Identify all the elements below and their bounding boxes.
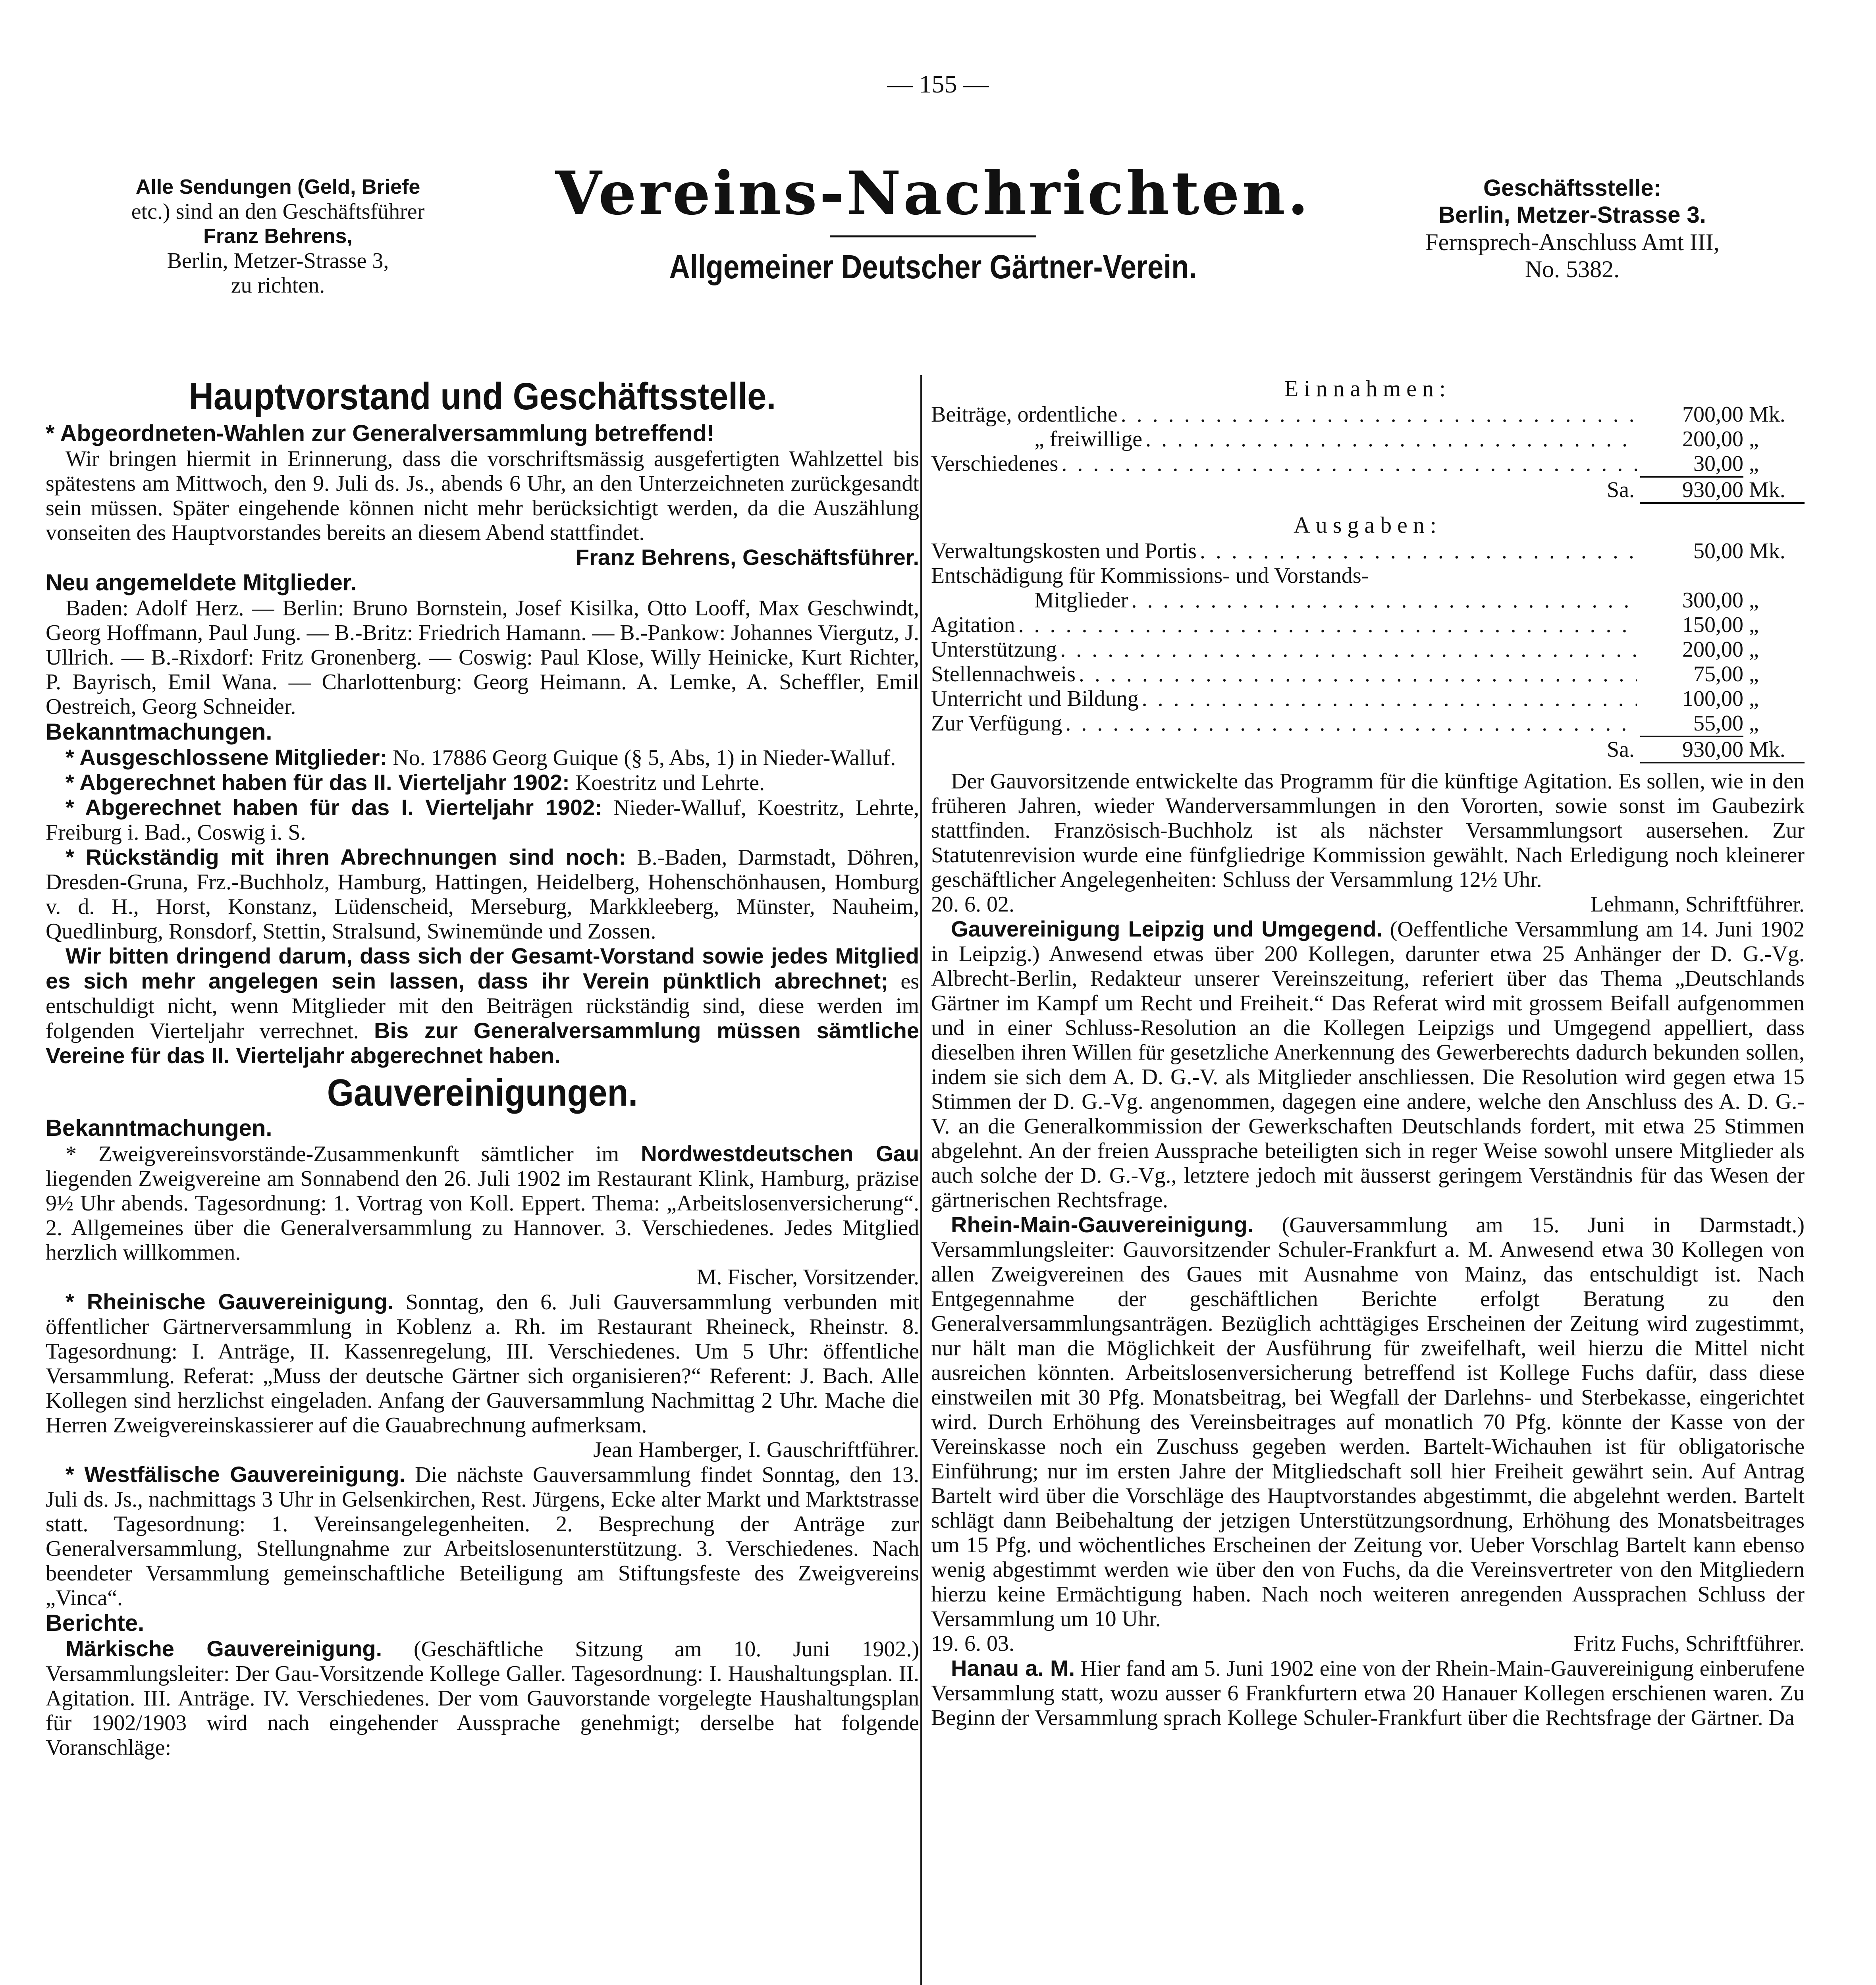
report-date: 19. 6. 03.	[931, 1631, 1014, 1656]
budget-unit: Mk.	[1749, 539, 1785, 563]
report-title: Märkische Gauvereinigung.	[66, 1636, 382, 1661]
total-unit: Mk.	[1743, 478, 1805, 504]
budget-amount: 700,00	[1682, 402, 1743, 427]
announcement-title: * Rückständig mit ihren Abrechnungen sind noch:	[66, 844, 627, 869]
announcement	[46, 795, 919, 845]
office-line: Fernsprech-Anschluss Amt III,	[1425, 229, 1720, 255]
budget-row	[931, 451, 1805, 478]
masthead	[496, 159, 1370, 286]
announcement-text: * Zweigvereinsvorstände-Zusammenkunft sämtlicher im	[66, 1142, 619, 1166]
leader-dots	[1079, 662, 1637, 686]
report-title: Hanau a. M.	[951, 1655, 1075, 1681]
budget-row	[931, 637, 1805, 662]
announcement-text: Die nächste Gauversammlung findet Sonntag, den 13. Juli ds. Js., nachmittags 3 Uhr in Gelsenkirchen, Rest. Jürgens, Ecke alter Markt und Marktstrasse statt. Tagesordnung: 1. Vereinsangelegenheiten. 2. Besprechung der Anträge zur Generalversammlung, Stellungnahme zur Arbeitslosenunterstützung. 3. Verschiedenes. Nach beendeter Versammlung gemeinschaftliche Beteiligung am Stiftungsfeste des Zweigvereins „Vinca“.	[46, 1463, 920, 1610]
announcement-title: * Rheinische Gauvereinigung.	[66, 1289, 394, 1314]
section-heading: Hauptvorstand und Geschäftsstelle.	[189, 375, 776, 418]
leader-dots	[1060, 637, 1637, 662]
report-text: (Geschäftliche Sitzung am 10. Juni 1902.) Versammlungsleiter: Der Gau-Vorsitzende Kollege Galler. Tagesordnung: I. Haushaltungsplan. II. Agitation. III. Anträge. IV. Verschiedenes. Der vom Gauvorstande vorgelegte Haushaltungsplan für 1902/1903 wird nach eingehender Aussprache genehmigt; derselbe hat folgende Voranschläge:	[46, 1637, 920, 1760]
leader-dots	[1065, 711, 1637, 736]
budget-label: Zur Verfügung	[931, 711, 1062, 736]
budget-amount: 100,00	[1682, 686, 1743, 711]
announcement	[46, 745, 919, 770]
leader-dots	[1131, 588, 1637, 613]
leader-dots	[1200, 539, 1637, 563]
right-column	[931, 375, 1805, 1730]
budget-unit: „	[1749, 588, 1759, 613]
report-text: (Oeffentliche Versammlung am 14. Juni 1902 in Leipzig.) Anwesend etwas über 200 Kollegen, darunter etwa 25 Anhänger der D. G.-Vg. Albrecht-Berlin, Redakteur unserer Vereinszeitung, referiert über das Thema „Deutschlands Gärtner im Kampf um Recht und Freiheit.“ Das Referat wird mit grossem Beifall aufgenommen und in einer Schluss-Resolution an die Kollegen Leipzigs und Umgegend appelliert, dass dieselben ihren Willen für gesetzliche Anerkennung des Gewerberechts dadurch bekunden sollen, indem sie sich dem A. D. G.-V. als Mitglieder anschliessen. Die Resolution wird gegen etwa 15 Stimmen der D. G.-Vg. angenommen, dagegen eine andere, welche den Anschluss des A. D. G.-V. an die Generalkommission der Gewerkschaften Deutschlands fordert, mit etwa 25 Stimmen abgelehnt. An der freien Aussprache beteiligten sich in reger Weise sowohl unsere Mitglieder als auch solche der D. G.-Vg., letztere jedoch mit äusserst geringem Verständnis für das Wesen der gärtnerischen Rechtsfrage.	[931, 917, 1805, 1212]
budget-amount: 50,00	[1693, 539, 1743, 563]
budget-label: Verwaltungskosten und Portis	[931, 539, 1197, 563]
report-text: (Gauversammlung am 15. Juni in Darmstadt.) Versammlungsleiter: Gauvorsitzender Schuler-Frankfurt a. M. Anwesend etwa 30 Kollegen von allen Zweigvereinen des Gaues mit Ausnahme von Mainz, das entschuldigt ist. Nach Entgegennahme der geschäftlichen Berichte erfolgt Beratung zu den Generalversammlungsanträgen. Bezüglich achttägiges Erscheinen der Zeitung wird zugestimmt, nur hält man die Möglichkeit der Ausführung für zweifelhaft, weil hierzu die Mittel nicht ausreichen könnten. Arbeitslosenversicherung betreffend ist Kollege Fuchs dafür, dass diese einstweilen mit 30 Pfg. Monatsbeitrag, bei Wegfall der Darlehns- und Sterbekasse, eingerichtet wird. Durch Erhöhung des Vereinsbeitrages auf monatlich 70 Pfg. könnte der Kasse von der Vereinskasse noch ein Zuschuss gegeben werden. Bartelt-Wichauhen ist für obligatorische Einführung; nur im ersten Jahre der Mitgliedschaft soll hier Freiheit gewährt sein. Auf Antrag Bartelt wird über die Vorschläge des Hauptvorstandes abgestimmt, die abgelehnt werden. Bartelt schlägt dann Beibehaltung der jetzigen Unterstützungsordnung, Erhöhung des Monatsbeitrages um 15 Pfg. und wöchentliches Erscheinen der Zeitung vor. Ueber Vorschlag Bartelt kann ebenso wenig abgestimmt werden wie über den von Fuchs, da die Vereinsvertreter von den Mitgliedern hierzu keine Ermächtigung haben. Nach noch weiteren anregenden Aussprachen Schluss der Versammlung um 10 Uhr.	[931, 1213, 1805, 1631]
announcement-title: * Abgerechnet haben für das I. Vierteljahr 1902:	[66, 795, 602, 820]
contact-line: Berlin, Metzer-Strasse 3,	[167, 249, 389, 273]
budget-label: „ freiwillige	[1034, 427, 1143, 451]
budget-label: Verschiedenes	[931, 451, 1059, 476]
notice-signature: Jean Hamberger, I. Gauschriftführer.	[593, 1438, 919, 1462]
budget-unit: „	[1749, 711, 1759, 736]
appeal-bold: Bis zur Generalversammlung müssen sämtliche Vereine für das II. Vierteljahr abgerechnet haben.	[46, 1018, 919, 1068]
report	[931, 1212, 1805, 1631]
budget-unit: „	[1749, 686, 1759, 711]
announcement-title: * Westfälische Gauvereinigung.	[66, 1462, 406, 1487]
report-date: 20. 6. 02.	[931, 892, 1014, 917]
announcement-text: Koestritz und Lehrte.	[575, 771, 765, 795]
masthead-subtitle: Allgemeiner Deutscher Gärtner-Verein.	[669, 248, 1197, 285]
budget-total	[931, 737, 1805, 763]
leader-dots	[1018, 613, 1637, 637]
notice-signature: M. Fischer, Vorsitzender.	[696, 1265, 919, 1289]
report	[931, 1656, 1805, 1730]
announcement-title: Nordwestdeutschen Gau	[641, 1141, 920, 1166]
leader-dots	[1121, 402, 1637, 427]
appeal-bold: Wir bitten dringend darum, dass sich der Gesamt-Vorstand sowie jedes Mitglied es sich mehr angelegen sein lassen, dass ihr Verein pünktlich abrechnet;	[46, 943, 919, 993]
appeal-text: es entschuldigt nicht, wenn Mitglieder mit den Beiträgen rückständig sind, diese werden im folgenden Vierteljahr verrechnet.	[46, 969, 919, 1043]
column-divider	[920, 375, 922, 1985]
office-line: Geschäftsstelle:	[1483, 175, 1662, 201]
leader-dots	[1145, 427, 1637, 451]
announcement-text: Nieder-Walluf, Koestritz, Lehrte, Freiburg i. Bad., Coswig i. S.	[46, 796, 920, 845]
leader-dots	[1061, 451, 1637, 476]
section-heading: Gauvereinigungen.	[327, 1072, 638, 1114]
total-unit: Mk.	[1743, 737, 1805, 763]
announcement-title: * Abgerechnet haben für das II. Vierteljahr 1902:	[66, 770, 570, 795]
budget-row	[931, 613, 1805, 637]
subsection-title: Bekanntmachungen.	[46, 1115, 272, 1141]
report-title: Rhein-Main-Gauvereinigung.	[951, 1212, 1254, 1237]
budget-label: Mitglieder	[1034, 588, 1128, 613]
budget-label: Entschädigung für Kommissions- und Vorstands-	[931, 563, 1369, 588]
appeal	[46, 944, 919, 1068]
budget-unit: Mk.	[1749, 402, 1785, 427]
total-amount: 930,00	[1640, 737, 1743, 763]
notice-text: Wir bringen hiermit in Erinnerung, dass die vorschriftsmässig ausgefertigten Wahlzettel bis spätestens am Mittwoch, den 9. Juli ds. Js., abends 6 Uhr, an den Unterzeichneten zurückgesandt sein müssen. Später eingehende können nicht mehr berücksichtigt werden, da die Auszählung vonseiten des Hauptvorstandes bereits an diesem Abend stattfindet.	[46, 447, 919, 545]
masthead-office-info	[1318, 175, 1826, 283]
budget-label: Unterstützung	[931, 637, 1057, 662]
report	[931, 917, 1805, 1212]
announcement	[46, 1141, 919, 1265]
announcement-text: liegenden Zweigvereine am Sonnabend den 26. Juli 1902 im Restaurant Klink, Hamburg, präzise 9½ Uhr abends. Tagesordnung: 1. Vortrag von Koll. Eppert. Thema: „Arbeitslosenversicherung“. 2. Allgemeines über die Generalversammlung zu Hannover. 3. Verschiedenes. Jedes Mitglied herzlich willkommen.	[46, 1166, 919, 1265]
announcement	[46, 770, 919, 795]
office-line: No. 5382.	[1525, 256, 1620, 282]
budget-amount: 300,00	[1682, 588, 1743, 613]
budget-expense-title: Ausgaben:	[1293, 512, 1442, 538]
masthead-rule	[830, 235, 1036, 237]
report-title: Gauvereinigung Leipzig und Umgegend.	[951, 916, 1383, 941]
report-signature: Fritz Fuchs, Schriftführer.	[1573, 1631, 1805, 1656]
announcement	[46, 1289, 919, 1438]
budget-row	[931, 662, 1805, 686]
notice-title: * Abgeordneten-Wahlen zur Generalversammlung betreffend!	[46, 420, 715, 446]
total-label: Sa.	[1607, 737, 1635, 762]
budget-row	[931, 711, 1805, 737]
masthead-contact-note	[48, 175, 508, 298]
announcement-text: B.-Baden, Darmstadt, Döhren, Dresden-Gruna, Frz.-Buchholz, Hamburg, Hattingen, Heidelberg, Hohenschönhausen, Homburg v. d. H., Horst, Konstanz, Lüdenscheid, Merseburg, Markkleeberg, Münster, Nauheim, Quedlinburg, Ronsdorf, Stettin, Stralsund, Swinemünde und Zossen.	[46, 845, 920, 944]
page-number: — 155 —	[887, 70, 989, 98]
budget-amount: 75,00	[1693, 662, 1743, 686]
members-list: Baden: Adolf Herz. — Berlin: Bruno Bornstein, Josef Kisilka, Otto Looff, Max Geschwindt, Georg Hoffmann, Paul Jung. — B.-Britz: Friedrich Hamann. — B.-Pankow: Johannes Viergutz, J. Ullrich. — B.-Rixdorf: Fritz Gronenberg. — Coswig: Paul Klose, Willy Heinicke, Kurt Richter, P. Bayrisch, Emil Wana. — Charlottenburg: Georg Heimann. A. Lemke, A. Scheffler, Emil Oestreich, Georg Schneider.	[46, 596, 919, 719]
subsection-title: Neu angemeldete Mitglieder.	[46, 570, 357, 596]
budget-label: Unterricht und Bildung	[931, 686, 1139, 711]
budget-row	[931, 686, 1805, 711]
budget-amount: 200,00	[1682, 427, 1743, 451]
subsection-title: Berichte.	[46, 1610, 145, 1636]
budget-amount: 150,00	[1682, 613, 1743, 637]
announcement-text: Sonntag, den 6. Juli Gauversammlung verbunden mit öffentlicher Gärtnerversammlung in Koblenz a. Rh. im Restaurant Rheineck, Rheinstr. 8. Tagesordnung: I. Anträge, II. Kassenregelung, III. Verschiedenes. Um 5 Uhr: öffentliche Versammlung. Referat: „Muss der deutsche Gärtner sich organisieren?“ Referent: J. Bach. Alle Kollegen sind herzlichst eingeladen. Anfang der Gauversammlung Nachmittag 2 Uhr. Mache die Herren Zweigvereinskassierer auf die Gauabrechnung aufmerksam.	[46, 1290, 920, 1438]
contact-line: Alle Sendungen (Geld, Briefe	[135, 175, 420, 198]
budget-amount: 55,00	[1640, 711, 1743, 737]
budget-total	[931, 478, 1805, 504]
announcement	[46, 845, 919, 944]
budget-row	[931, 402, 1805, 427]
report-text: Hier fand am 5. Juni 1902 eine von der Rhein-Main-Gauvereinigung einberufene Versammlung statt, wozu ausser 6 Frankfurtern etwa 20 Hanauer Kollegen erschienen waren. Zu Beginn der Versammlung sprach Kollege Schuler-Frankfurt über die Rechtsfrage der Gärtner. Da	[931, 1656, 1805, 1730]
budget-amount: 30,00	[1640, 451, 1743, 478]
budget-row-continued	[931, 563, 1805, 588]
budget-row	[931, 427, 1805, 451]
budget-unit: „	[1749, 451, 1759, 476]
budget-unit: „	[1749, 613, 1759, 637]
subsection-title: Bekanntmachungen.	[46, 719, 272, 745]
contact-line: zu richten.	[231, 273, 325, 298]
budget-amount: 200,00	[1682, 637, 1743, 662]
budget-row	[931, 588, 1805, 613]
budget-unit: „	[1749, 427, 1759, 451]
leader-dots	[1142, 686, 1637, 711]
announcement-text: No. 17886 Georg Guique (§ 5, Abs, 1) in Nieder-Walluf.	[393, 746, 896, 770]
announcement-title: * Ausgeschlossene Mitglieder:	[66, 745, 388, 770]
budget-label: Agitation	[931, 613, 1015, 637]
contact-line: Franz Behrens,	[203, 225, 353, 248]
announcement	[46, 1462, 919, 1610]
budget-income-title: Einnahmen:	[1284, 376, 1452, 401]
total-amount: 930,00	[1640, 478, 1743, 504]
report	[46, 1636, 919, 1760]
budget-row	[931, 539, 1805, 563]
contact-line: etc.) sind an den Geschäftsführer	[131, 199, 425, 224]
notice-signature: Franz Behrens, Geschäftsführer.	[575, 545, 919, 570]
office-line: Berlin, Metzer-Strasse 3.	[1438, 202, 1706, 228]
budget-unit: „	[1749, 662, 1759, 686]
masthead-title: Vereins-Nachrichten.	[555, 158, 1311, 228]
report-dateline	[931, 1631, 1805, 1656]
report-signature: Lehmann, Schriftführer.	[1590, 892, 1805, 917]
left-column	[46, 375, 919, 1760]
budget-unit: „	[1749, 637, 1759, 662]
report-text: Der Gauvorsitzende entwickelte das Programm für die künftige Agitation. Es sollen, wie in den früheren Jahren, wieder Wanderversammlungen in den Vororten, sowie sonst im Gaubezirk stattfinden. Französisch-Buchholz ist als nächster Versammlungsort ausersehen. Zur Statutenrevision wurde eine fünfgliedrige Kommission gewählt. Nach Erledigung noch kleinerer geschäftlicher Angelegenheiten: Schluss der Versammlung 12½ Uhr.	[931, 769, 1805, 892]
report-dateline	[931, 892, 1805, 917]
budget-label: Beiträge, ordentliche	[931, 402, 1118, 427]
budget-label: Stellennachweis	[931, 662, 1076, 686]
total-label: Sa.	[1607, 478, 1635, 502]
